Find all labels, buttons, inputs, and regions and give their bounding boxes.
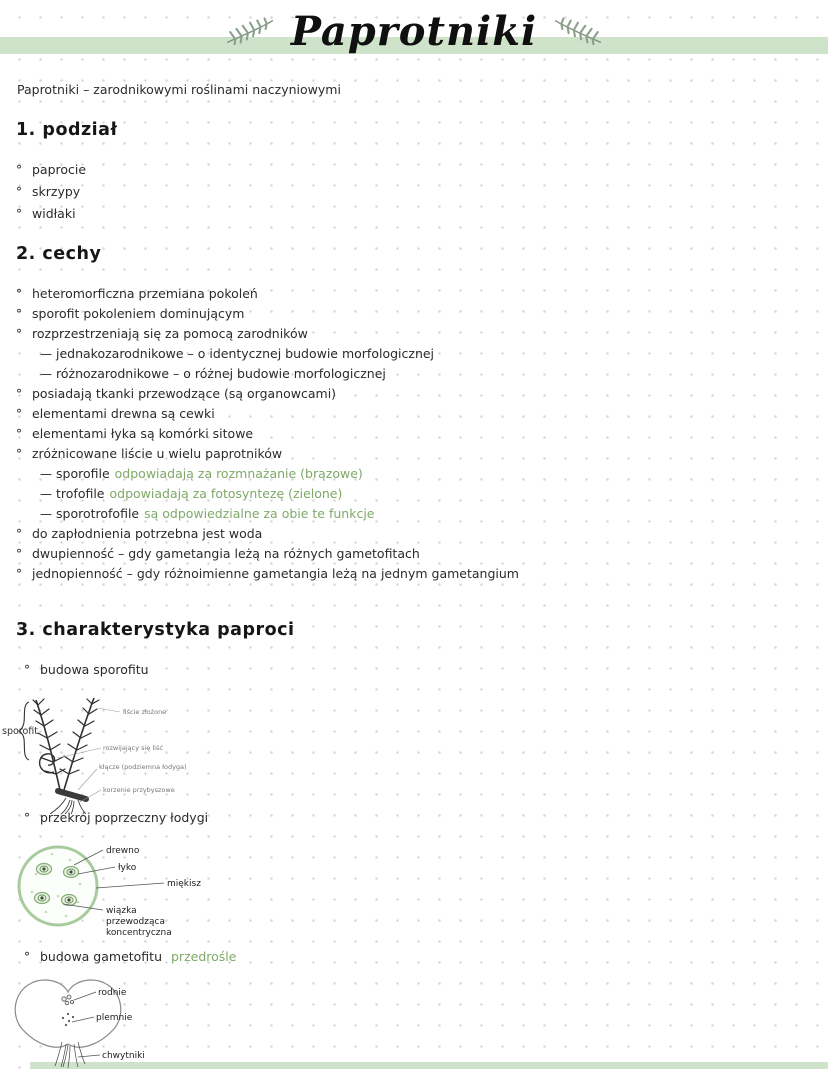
cechy-list <box>16 286 519 586</box>
title-row <box>0 2 828 60</box>
list-item-text: jednakozarodnikowe – o identycznej budowie morfologicznej <box>56 346 435 361</box>
bullet-marker: ° <box>16 527 22 541</box>
bullet-marker: ° <box>24 950 30 964</box>
list-subitem <box>16 486 519 506</box>
list-item-text: heteromorficzna przemiana pokoleń <box>32 286 258 301</box>
fern-label-rozwijajacy: rozwijający się liść <box>103 744 163 752</box>
cross-label-miekisz: miękisz <box>167 879 201 889</box>
bullet-budowa-gametofitu <box>24 949 236 964</box>
section-heading-charakterystyka: 3. charakterystyka paproci <box>16 620 295 640</box>
list-item-text: do zapłodnienia potrzebna jest woda <box>32 526 263 541</box>
bullet-budowa-sporofitu <box>24 662 149 677</box>
list-item <box>16 426 519 446</box>
bullet-marker: ° <box>16 185 22 199</box>
stem-cross-section-diagram <box>8 836 238 948</box>
list-item-text <box>56 506 375 521</box>
term: budowa gametofitu <box>40 949 163 964</box>
list-item <box>16 306 519 326</box>
term-note-green: przedrośle <box>171 949 237 964</box>
gameto-label-chwytniki: chwytniki <box>102 1051 145 1061</box>
dash-marker: — <box>40 367 52 381</box>
list-item-text: dwupienność – gdy gametangia leżą na różnych gametofitach <box>32 546 420 561</box>
list-subitem <box>16 346 519 366</box>
list-item-text: posiadają tkanki przewodzące (są organowcami) <box>32 386 337 401</box>
bullet-marker: ° <box>16 407 22 421</box>
gametophyte-diagram <box>8 972 208 1069</box>
list-item-text: skrzypy <box>32 184 81 199</box>
bullet-marker: ° <box>16 547 22 561</box>
bullet-marker: ° <box>24 663 30 677</box>
list-item-text: przekrój poprzeczny łodygi <box>40 810 209 825</box>
section-podzial <box>16 120 117 228</box>
list-item-text: rozprzestrzeniają się za pomocą zarodników <box>32 326 308 341</box>
term: sporotrofofile <box>56 506 140 521</box>
bullet-marker: ° <box>16 327 22 341</box>
dash-marker: — <box>40 487 52 501</box>
bullet-marker: ° <box>16 163 22 177</box>
term: sporofile <box>56 466 110 481</box>
list-item <box>16 162 117 184</box>
list-subitem <box>16 506 519 526</box>
fern-label-liscie: liście złożone <box>123 708 167 716</box>
list-item <box>16 386 519 406</box>
section-charakterystyka <box>16 620 295 640</box>
section-heading-cechy: 2. cechy <box>16 244 102 264</box>
dash-marker: — <box>40 467 52 481</box>
bullet-marker: ° <box>16 567 22 581</box>
fern-side-label: sporofit <box>2 726 39 737</box>
list-item-text <box>40 949 236 964</box>
fern-frond-right-leaflets <box>60 699 99 774</box>
list-item-text: jednopienność – gdy różnoimienne gametangia leżą na jednym gametangium <box>32 566 519 581</box>
list-subitem <box>16 466 519 486</box>
list-item <box>16 546 519 566</box>
list-item <box>16 286 519 306</box>
list-item-text <box>56 466 363 481</box>
intro-line: Paprotniki – zarodnikowymi roślinami naczyniowymi <box>17 82 341 97</box>
dash-marker: — <box>40 507 52 521</box>
gameto-label-plemnie: plemnie <box>96 1013 133 1023</box>
cross-label-wiazka-2: przewodząca <box>106 917 165 927</box>
bullet-marker: ° <box>16 287 22 301</box>
list-item-text: różnozarodnikowe – o różnej budowie morfologicznej <box>56 366 386 381</box>
fern-label-klacze: kłącze (podziemna łodyga) <box>99 763 187 771</box>
list-item-text: sporofit pokoleniem dominującym <box>32 306 245 321</box>
term-note-green: odpowiadają za rozmnażanie (brązowe) <box>114 466 363 481</box>
dash-marker: — <box>40 347 52 361</box>
list-item-text: zróżnicowane liście u wielu paprotników <box>32 446 283 461</box>
cross-label-wiazka-3: koncentryczna <box>106 928 172 938</box>
list-item <box>16 184 117 206</box>
cross-label-lyko: łyko <box>118 863 137 873</box>
list-item <box>16 446 519 466</box>
section-cechy <box>16 244 519 586</box>
rhizome <box>58 791 86 799</box>
bullet-marker: ° <box>16 207 22 221</box>
bullet-marker: ° <box>16 387 22 401</box>
fern-icon-left <box>225 17 275 45</box>
section-heading-podzial: 1. podział <box>16 120 118 140</box>
bullet-marker: ° <box>16 447 22 461</box>
list-item-text: paprocie <box>32 162 87 177</box>
bullet-marker: ° <box>24 811 30 825</box>
bullet-marker: ° <box>16 427 22 441</box>
page-title: Paprotniki <box>290 7 538 55</box>
list-item <box>16 526 519 546</box>
podzial-list <box>16 162 117 228</box>
list-item-text: elementami drewna są cewki <box>32 406 215 421</box>
list-item-text <box>56 486 342 501</box>
term-note-green: są odpowiedzialne za obie te funkcje <box>144 506 375 521</box>
list-item <box>16 566 519 586</box>
stem-outline <box>19 847 97 925</box>
list-item <box>16 326 519 346</box>
term-note-green: odpowiadają za fotosyntezę (zielone) <box>109 486 343 501</box>
cross-label-drewno: drewno <box>106 846 140 856</box>
bullet-marker: ° <box>16 307 22 321</box>
list-item-text: budowa sporofitu <box>40 662 149 677</box>
fern-sporophyte-diagram <box>2 688 212 814</box>
list-item <box>16 206 117 228</box>
fern-icon-right <box>553 17 603 45</box>
gameto-label-rodnie: rodnie <box>98 988 127 998</box>
list-item-text: elementami łyka są komórki sitowe <box>32 426 254 441</box>
list-item-text: widłaki <box>32 206 76 221</box>
list-item <box>16 406 519 426</box>
term: trofofile <box>56 486 105 501</box>
list-subitem <box>16 366 519 386</box>
cross-label-wiazka-1: wiązka <box>106 906 137 916</box>
fern-label-korzenie: korzenie przybyszowe <box>103 786 175 794</box>
